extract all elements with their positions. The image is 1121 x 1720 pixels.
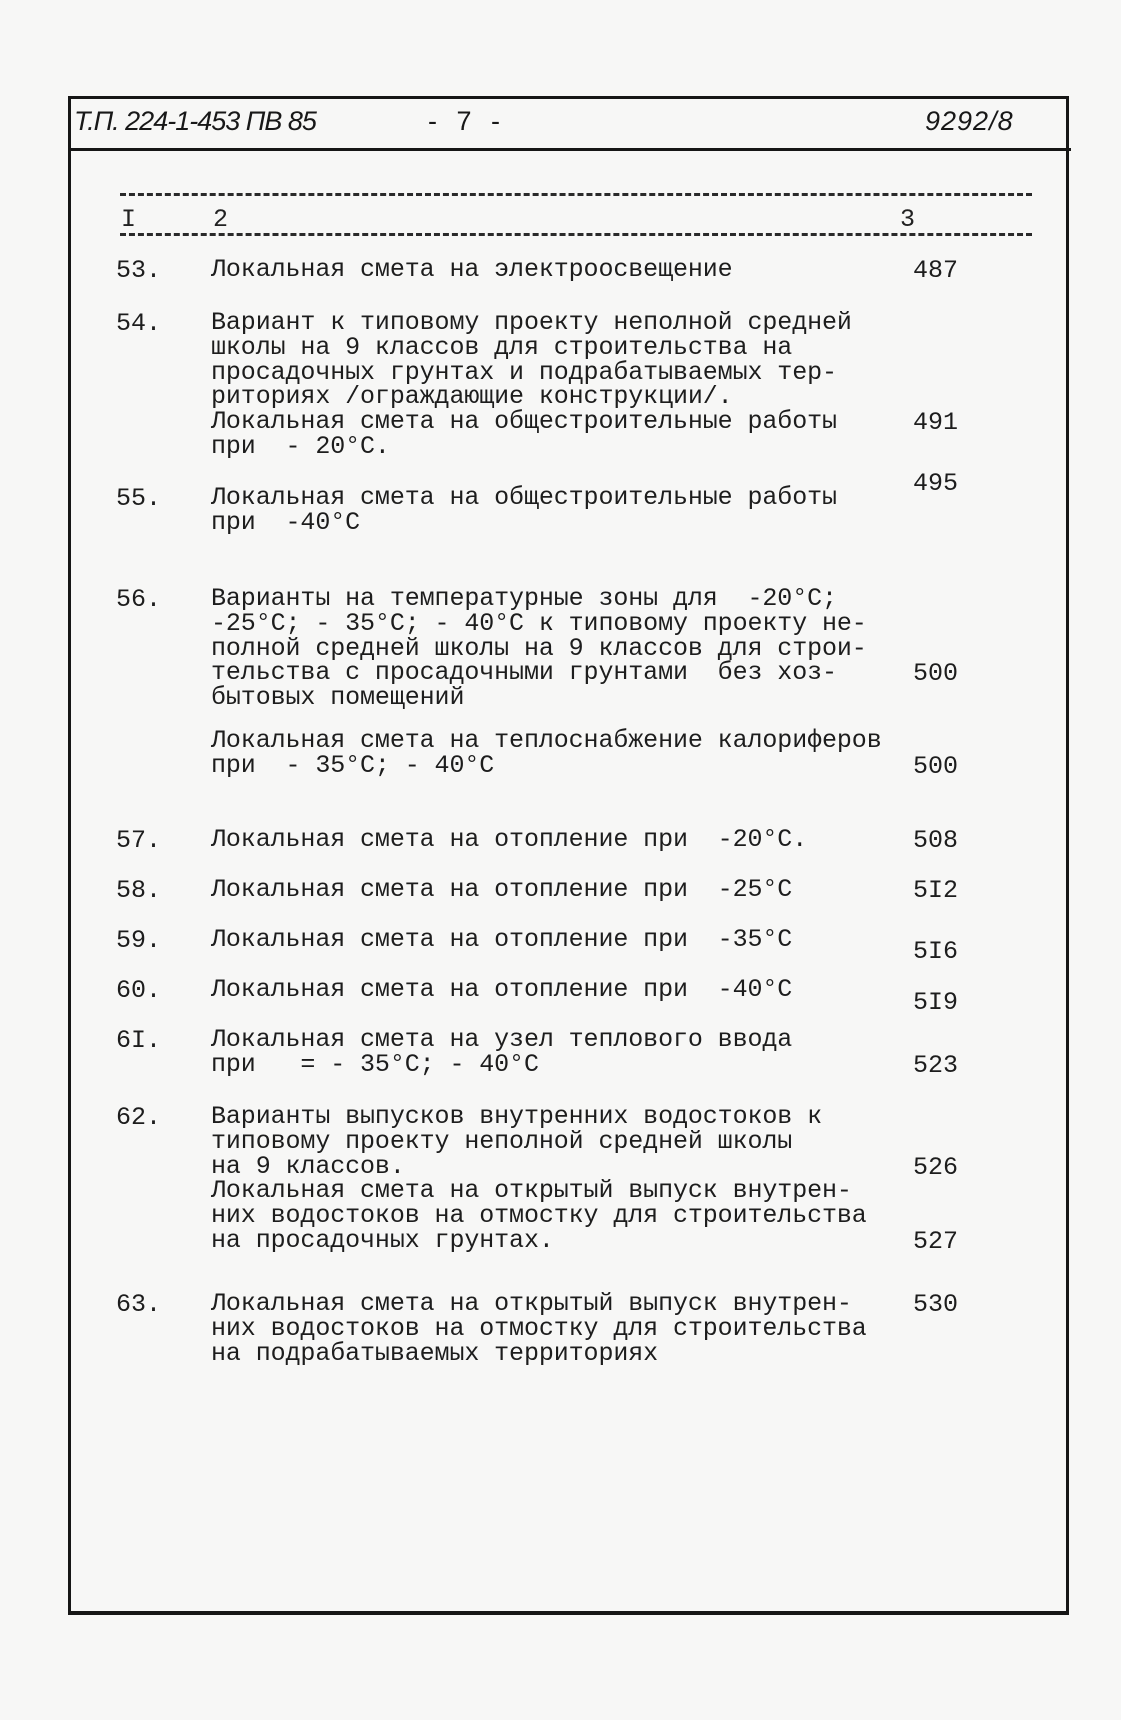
item-title-line: Локальная смета на теплоснабжение калориферов	[211, 726, 882, 755]
item-title-line: Локальная смета на общестроительные работы	[211, 407, 837, 437]
item-page-ref: 5I2	[913, 876, 959, 905]
page-number: - 7 -	[428, 106, 507, 136]
item-title-line: Локальная смета на узел теплового ввода	[211, 1025, 793, 1054]
item-title-line: -25°С; - 35°С; - 40°С к типовому проекту не-	[211, 608, 867, 638]
item-number: 55.	[116, 484, 162, 513]
item-title-line: Локальная смета на отопление при -40°С	[211, 975, 793, 1004]
table-rule-header	[120, 233, 1032, 236]
item-number: 59.	[116, 926, 162, 955]
item-title	[211, 483, 837, 537]
item-title-line: Локальная смета на общестроительные работы	[211, 483, 837, 512]
item-title	[211, 308, 852, 461]
item-page-ref: 5I6	[913, 937, 959, 966]
item-title-line: Локальная смета на отопление при -20°С.	[211, 825, 808, 854]
item-title-line: Варианты на температурные зоны для -20°С;	[211, 584, 837, 613]
header-divider	[68, 148, 1071, 151]
item-page-ref: 495	[913, 469, 959, 498]
sheet-number: 9292/8	[925, 106, 1014, 136]
column-header-1: I	[121, 205, 137, 234]
item-page-ref: 526	[913, 1152, 959, 1182]
item-title	[211, 584, 867, 713]
item-title-line: при - 20°С.	[211, 431, 390, 461]
item-title	[211, 975, 793, 1004]
item-page-ref: 530	[913, 1290, 959, 1319]
item-page-ref: 491	[913, 408, 959, 438]
item-number: 58.	[116, 876, 162, 905]
item-page-ref: 487	[913, 256, 959, 285]
item-title-line: Локальная смета на отопление при -25°С	[211, 875, 793, 904]
item-title-line: бытовых помещений	[211, 683, 465, 713]
item-number: 57.	[116, 826, 162, 855]
item-title-line: на подрабатываемых территориях	[211, 1338, 659, 1368]
item-number: 62.	[116, 1103, 162, 1132]
item-title-line: Локальная смета на открытый выпуск внутрен-	[211, 1289, 852, 1318]
item-title-line: Вариант к типовому проекту неполной средней	[211, 308, 852, 337]
item-number: 6I.	[116, 1026, 162, 1055]
item-page-ref: 508	[913, 826, 959, 855]
item-number: 56.	[116, 585, 162, 614]
item-title-line: них водостоков на отмостку для строительства	[211, 1313, 867, 1343]
item-number: 53.	[116, 256, 162, 285]
item-title	[211, 1102, 867, 1255]
item-page-ref: 523	[913, 1050, 959, 1080]
item-title	[211, 875, 793, 904]
item-title-line: Локальная смета на открытый выпуск внутрен-	[211, 1176, 852, 1206]
item-title	[211, 255, 733, 284]
item-title-line: полной средней школы на 9 классов для строи-	[211, 633, 867, 663]
column-header-3: 3	[900, 205, 916, 234]
item-page-ref: 5I9	[913, 988, 959, 1017]
column-header-2: 2	[213, 205, 229, 234]
item-page-ref: 500	[913, 659, 959, 689]
table-rule-top	[120, 193, 1032, 196]
item-page-ref: 500	[913, 751, 959, 781]
item-title-line: Локальная смета на электроосвещение	[211, 255, 733, 284]
item-title-line: школы на 9 классов для строительства на	[211, 332, 793, 362]
item-title	[211, 1289, 867, 1368]
item-title-line: тельства с просадочными грунтами без хоз-	[211, 658, 837, 688]
item-number: 60.	[116, 976, 162, 1005]
item-title-line: Локальная смета на отопление при -35°С	[211, 925, 793, 954]
item-title	[211, 1025, 793, 1079]
item-title-line: при -40°С	[211, 507, 361, 537]
item-title	[211, 825, 808, 854]
item-title-line: них водостоков на отмостку для строительства	[211, 1201, 867, 1231]
item-number: 63.	[116, 1290, 162, 1319]
item-title	[211, 726, 882, 780]
item-number: 54.	[116, 309, 162, 338]
item-title-line: при - 35°С; - 40°С	[211, 750, 495, 780]
item-title-line: просадочных грунтах и подрабатываемых тер-	[211, 357, 837, 387]
item-title	[211, 925, 793, 954]
item-title-line: Варианты выпусков внутренних водостоков к	[211, 1102, 823, 1131]
item-title-line: при = - 35°С; - 40°С	[211, 1049, 539, 1079]
document-code: Т.П. 224-1-453 ПВ 85	[74, 106, 316, 136]
item-title-line: типовому проекту неполной средней школы	[211, 1126, 793, 1156]
item-title-line: на 9 классов.	[211, 1151, 405, 1181]
item-title-line: на просадочных грунтах.	[211, 1225, 554, 1255]
item-page-ref: 527	[913, 1227, 959, 1256]
item-title-line: риториях /ограждающие конструкции/.	[211, 382, 733, 412]
